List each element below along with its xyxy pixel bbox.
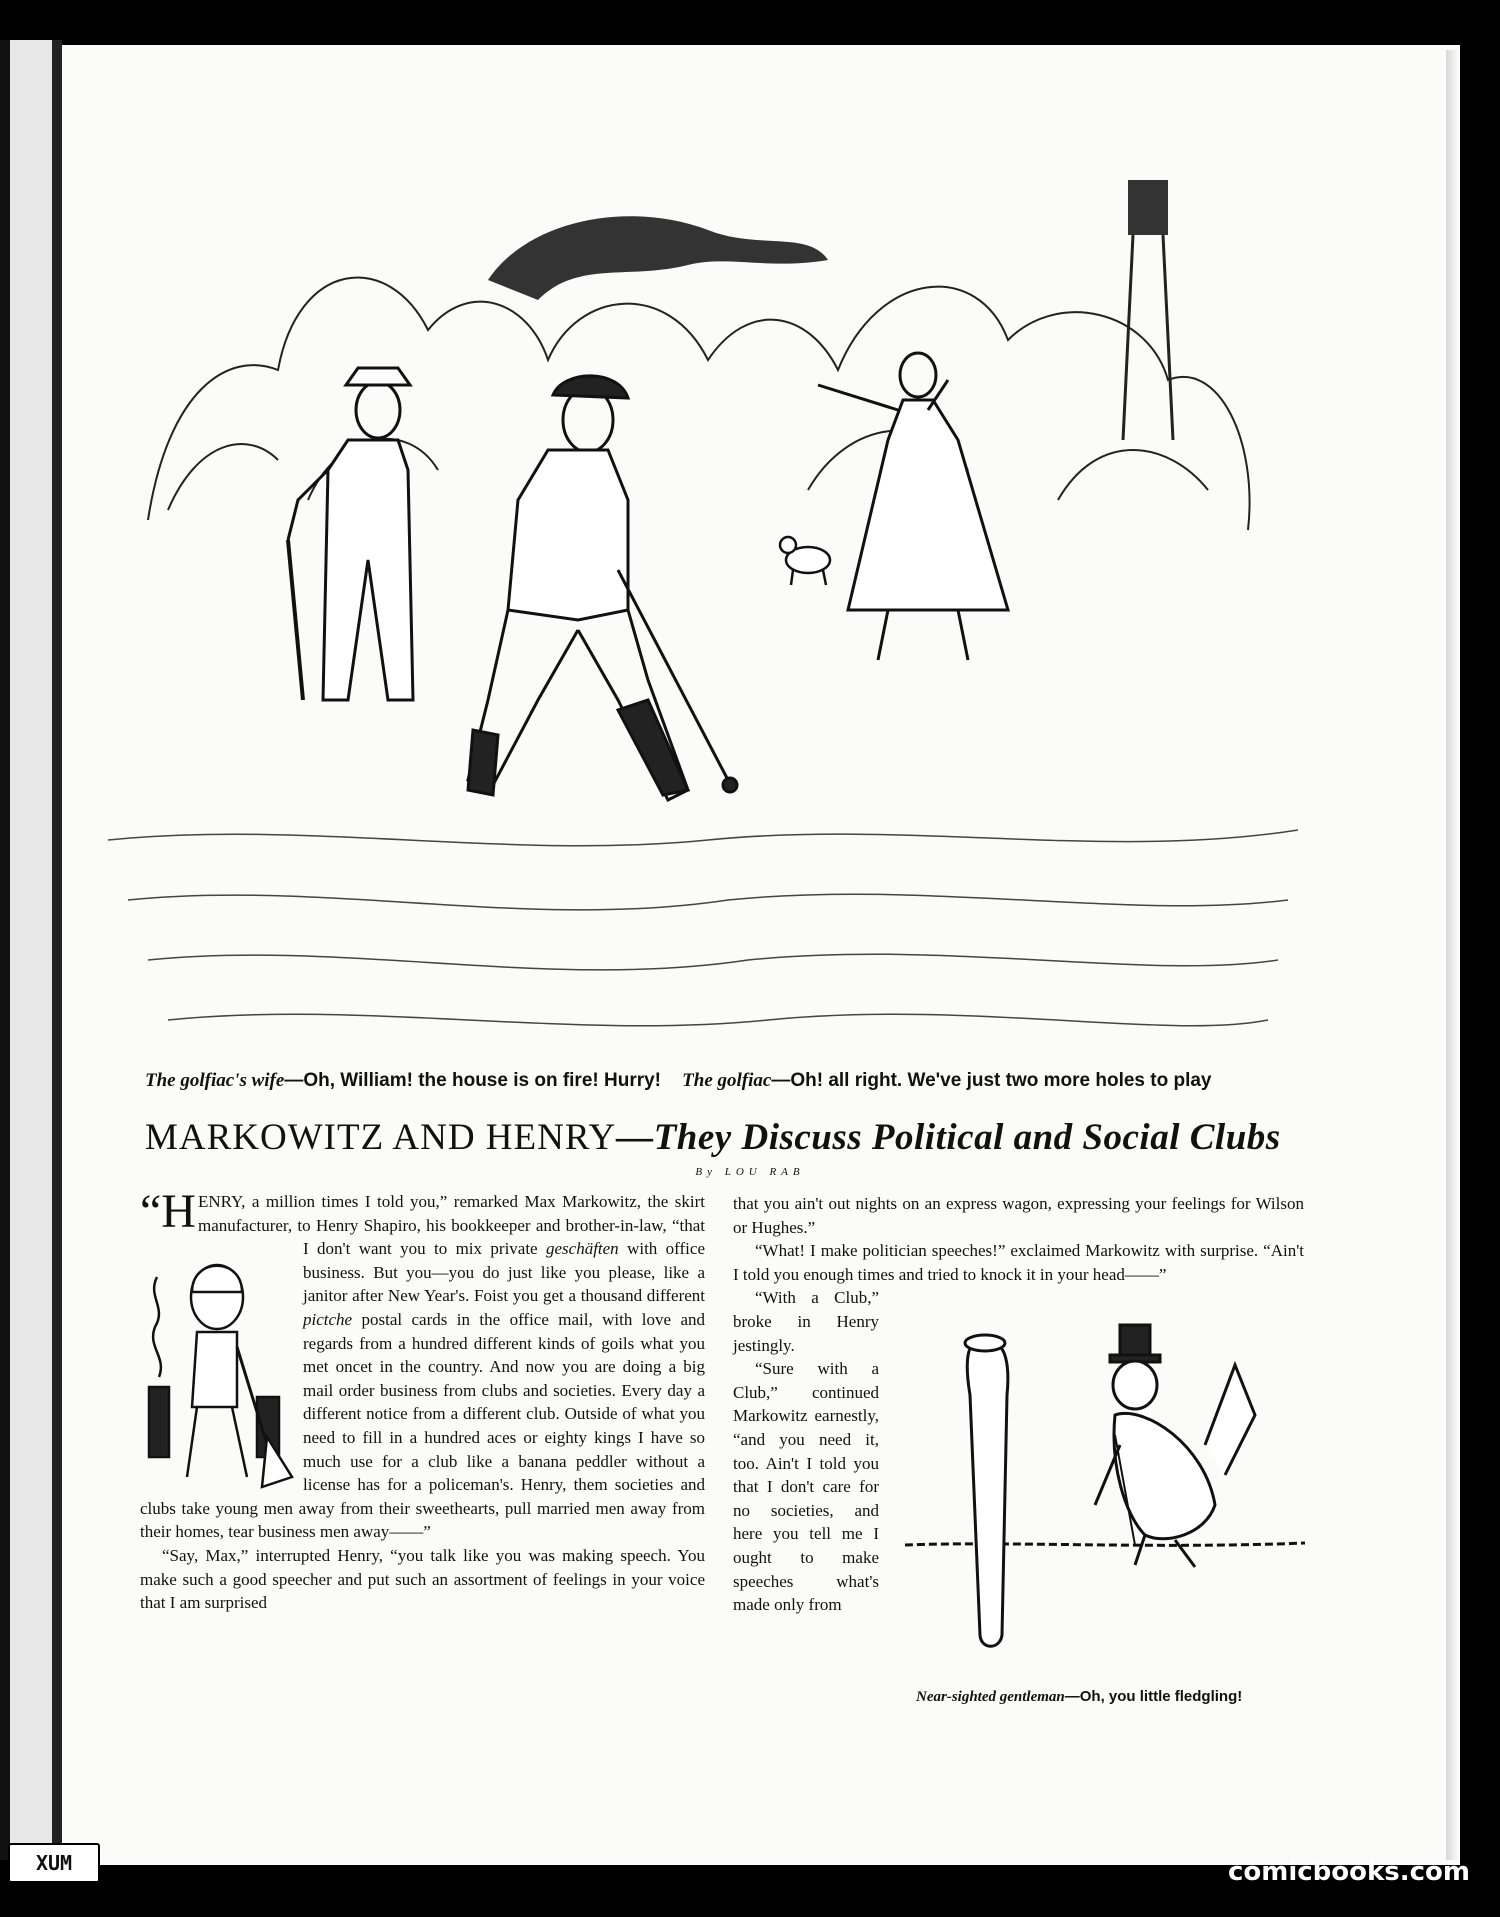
column-2-paragraph-4: “Sure with a Club,” continued Markowitz earnestly, “and you need it, too. Ain't I told you that I don't care for no societies, and here you tell me I ought to make speeches what's made only from <box>733 1359 879 1615</box>
caption-speaker-wife: The golfiac's wife <box>145 1070 285 1091</box>
word-geschaeften: geschäften <box>545 1239 619 1259</box>
watermark: comicbooks.com <box>1227 1857 1470 1887</box>
headline-subtitle: —They Discuss Political and Social Clubs <box>616 1117 1281 1158</box>
drop-cap: “H <box>140 1185 196 1238</box>
article-paragraph-2: “Say, Max,” interrupted Henry, “you talk like you was making speech. You make such a good speecher and put such an assortment of feelings in your voice that I am surprised <box>140 1545 705 1613</box>
caption-text-wife: —Oh, William! the house is on fire! Hurry! <box>284 1070 662 1091</box>
workman-spot-illustration <box>137 1237 297 1495</box>
illustration-caption <box>145 1070 1315 1092</box>
word-pictche: pictche <box>303 1309 353 1329</box>
page-edge <box>1446 50 1460 1860</box>
article-headline <box>145 1116 1315 1159</box>
xum-badge: XUM <box>8 1843 100 1883</box>
column-2-paragraph-3: “With a Club,” broke in Henry jestingly. <box>733 1288 879 1355</box>
book-spine <box>0 40 62 1860</box>
bat-bird-caption <box>916 1688 1316 1706</box>
caption-speaker-golfiac: The golfiac <box>682 1070 772 1091</box>
bat-bird-illustration <box>905 1305 1305 1675</box>
column-2-paragraph-1: that you ain't out nights on an express wagon, expressing your feelings for Wilson or Hughes.” <box>733 1194 1304 1237</box>
paragraph-1-mid-2: postal cards in the office mail, with love and regards from a hundred different kinds of goils what you met oncet in the country. And now you are doing a big mail order business from clubs and societies. Every day a different notice from a different club. Outside of what you need to fill in a hundred aces or eighty kings I have so much use for a club like a banana peddler without a license has for a policeman's. Henry, them societies and clubs take young men away from their sweethearts, pull married men away from their homes, tear business men away——” <box>140 1309 705 1542</box>
byline: By LOU RAB <box>695 1166 805 1178</box>
column-2-paragraph-2: “What! I make politician speeches!” exclaimed Markowitz with surprise. “Ain't I told you enough times and tried to knock it in your head——” <box>733 1241 1304 1284</box>
caption2-text: —Oh, you little fledgling! <box>1064 1688 1243 1705</box>
headline-main: MARKOWITZ AND HENRY <box>145 1117 617 1158</box>
paragraph-1-mid-1: with office business. But you—you do just like you please, like a janitor after New Year's. Foist you get a thousand different <box>303 1239 705 1306</box>
article-paragraph-1 <box>140 1185 705 1544</box>
paragraph-1-open: ENRY, a million times I told you,” remarked Max Markowitz, the skirt manufacturer, to Henry Shapiro, his bookkeeper and brother-in-law, “that I don't want you to mix private <box>197 1192 705 1259</box>
caption-text-golfiac: —Oh! all right. We've just two more holes to play <box>771 1070 1212 1091</box>
golf-illustration <box>108 140 1298 1060</box>
article-column-1 <box>140 1185 705 1615</box>
caption2-speaker: Near-sighted gentleman <box>916 1689 1065 1705</box>
